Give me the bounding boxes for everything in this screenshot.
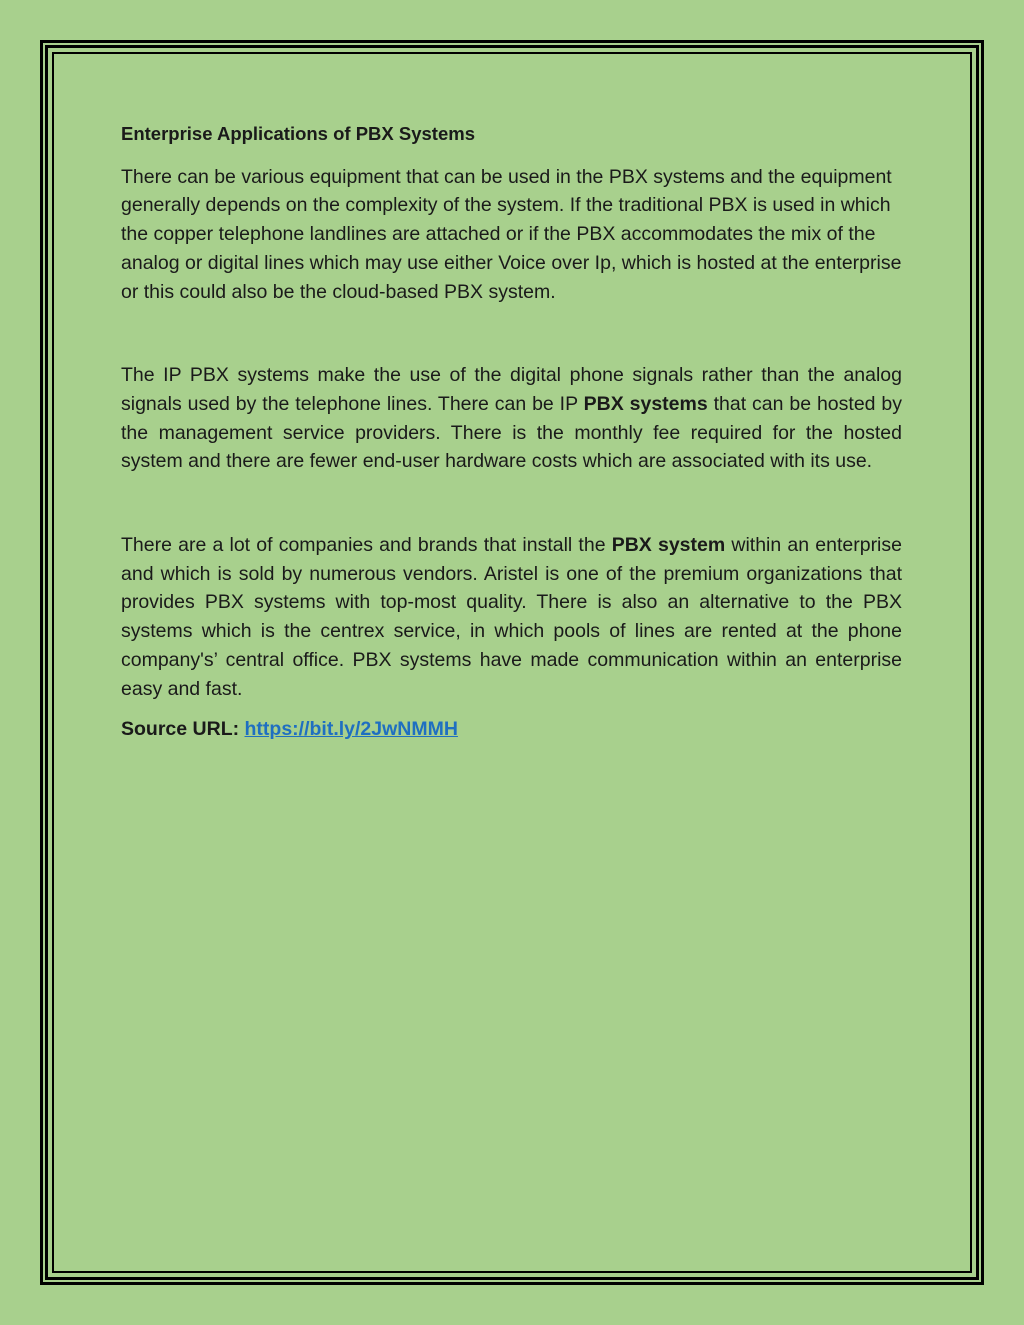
document-body xyxy=(121,120,902,744)
paragraph-vendors xyxy=(121,531,902,703)
source-line xyxy=(121,715,902,744)
paragraph-vendors-text-end: within an enterprise and which is sold by numerous vendors. Aristel is one of the premium organizations that provides PBX systems with top-most quality. There is also an alternative to the PBX systems which is the centrex service, in which pools of lines are rented at the phone company's’ central office. PBX systems have made communication within an enterprise easy and fast. xyxy=(121,534,902,700)
source-link[interactable]: https://bit.ly/2JwNMMH xyxy=(244,718,458,741)
source-label: Source URL: xyxy=(121,718,245,741)
paragraph-ip-pbx-text-start: The IP PBX systems make the use of the digital phone signals rather than the analog signals used by the telephone lines. There can be IP xyxy=(121,364,902,415)
paragraph-vendors-bold: PBX system xyxy=(611,534,726,557)
paragraph-vendors-text-start: There are a lot of companies and brands that install the xyxy=(121,534,612,557)
paragraph-equipment: There can be various equipment that can be used in the PBX systems and the equipment generally depends on the complexity of the system. If the traditional PBX is used in which the copper telephone landlines are attached or if the PBX accommodates the mix of the analog or digital lines which may use either Voice over Ip, which is hosted at the enterprise or this could also be the cloud-based PBX system. xyxy=(121,165,902,303)
paragraph-ip-pbx-text-end: that can be hosted by the management service providers. There is the monthly fee required for the hosted system and there are fewer end-user hardware costs which are associated with its use. xyxy=(121,392,903,473)
paragraph-ip-pbx xyxy=(121,361,902,476)
document-heading: Enterprise Applications of PBX Systems xyxy=(121,123,475,144)
paragraph-ip-pbx-bold: PBX systems xyxy=(583,392,708,415)
